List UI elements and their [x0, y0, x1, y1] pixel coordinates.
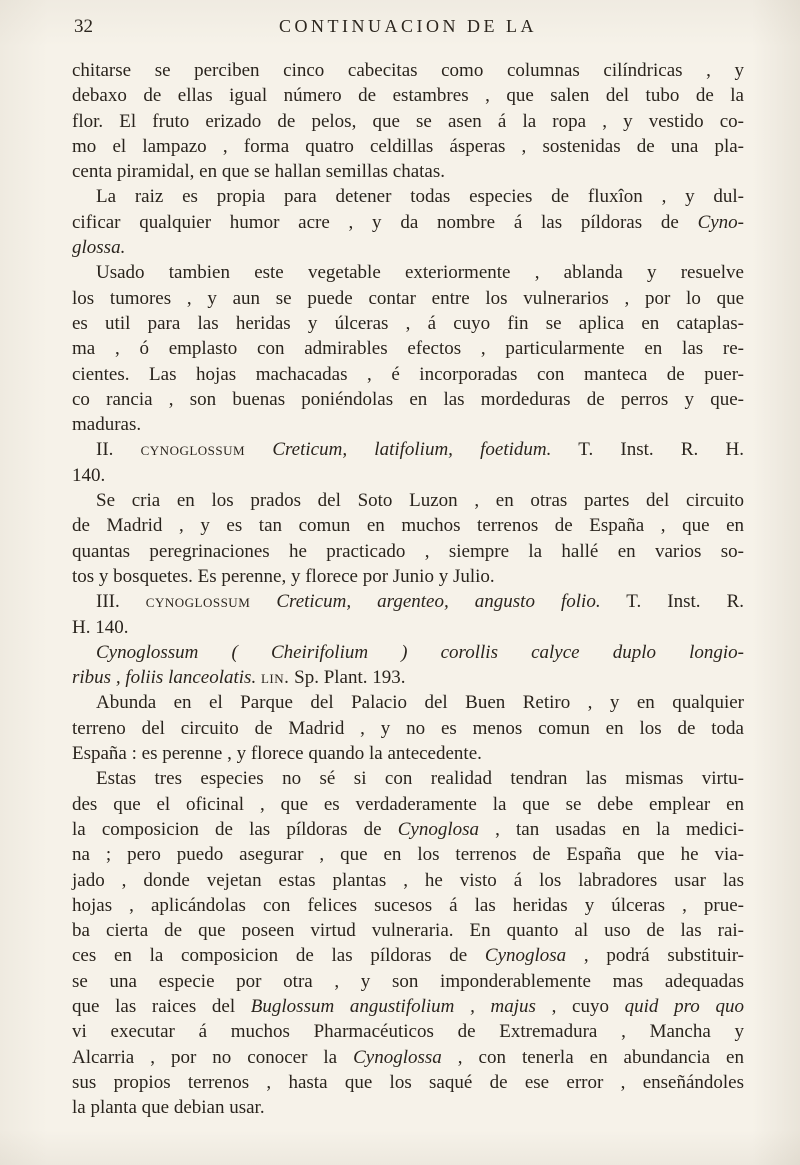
text-line	[72, 1045, 744, 1070]
body-text-segment: T. Inst. R.	[600, 591, 745, 613]
paragraph	[72, 488, 744, 589]
page-number: 32	[74, 16, 93, 37]
body-text-segment: II.	[96, 439, 141, 461]
body-text-segment: na ; pero puedo asegurar , que en los terrenos de España que he via-	[72, 844, 744, 866]
body-text-segment: centa piramidal, en que se hallan semillas chatas.	[72, 161, 445, 183]
body-text-segment: terreno del circuito de Madrid , y no es menos comun en los de toda	[72, 717, 744, 739]
text-line	[72, 994, 744, 1019]
body-text-segment: cientes. Las hojas machacadas , é incorporadas con manteca de puer-	[72, 363, 744, 385]
text-line	[72, 1019, 744, 1044]
paragraph	[72, 589, 744, 640]
body-text-segment: Abunda en el Parque del Palacio del Buen Retiro , y en qualquier	[96, 692, 744, 714]
paragraph	[72, 640, 744, 691]
text-line	[72, 792, 744, 817]
body-text-segment: jado , donde vejetan estas plantas , he visto á los labradores usar las	[72, 869, 744, 891]
italic-text: ribus , foliis lanceolatis.	[72, 667, 257, 689]
body-text-segment: sus propios terrenos , hasta que los saqué de ese error , enseñándoles	[72, 1071, 744, 1093]
body-text-segment: Alcarria , por no conocer la	[72, 1046, 354, 1068]
body-text-segment: mo el lampazo , forma quatro celdillas ásperas , sostenidas de una pla-	[72, 135, 744, 157]
paragraph	[72, 184, 744, 260]
body-text-segment: H. 140.	[72, 616, 129, 638]
body-text-segment: los tumores , y aun se puede contar entre los vulnerarios , por lo que	[72, 287, 744, 309]
paragraph	[72, 690, 744, 766]
body-text-segment: de Madrid , y es tan comun en muchos terrenos de España , que en	[72, 515, 744, 537]
body-text-segment: ces en la composicion de las píldoras de	[72, 945, 485, 967]
text-line	[72, 159, 744, 184]
body-text-segment: Se cria en los prados del Soto Luzon , en otras partes del circuito	[96, 490, 744, 512]
body-text-segment: La raiz es propia para detener todas especies de fluxîon , y dul-	[96, 186, 744, 208]
body-text-segment: quantas peregrinaciones he practicado , siempre la hallé en varios so-	[72, 540, 744, 562]
body-text-segment: , cuyo	[535, 995, 625, 1017]
body-text-segment: que las raices del	[72, 995, 251, 1017]
italic-text: Cynoglossum ( Cheirifolium ) corollis calyce duplo longio-	[96, 641, 744, 663]
body-text-segment: , tan usadas en la medici-	[479, 818, 745, 840]
body-text-segment: ba cierta de que poseen virtud vulneraria. En quanto al uso de las rai-	[72, 920, 744, 942]
text-line	[72, 766, 744, 791]
smallcaps-text: lin.	[260, 667, 290, 689]
text-line	[72, 83, 744, 108]
body-text-segment: debaxo de ellas igual número de estambres , que salen del tubo de la	[72, 85, 744, 107]
text-line	[72, 1095, 744, 1120]
paragraph	[72, 437, 744, 488]
body-text	[72, 58, 744, 1120]
italic-text: glossa.	[72, 237, 126, 259]
body-text-segment: maduras.	[72, 414, 142, 436]
running-head	[72, 16, 744, 42]
text-line	[72, 868, 744, 893]
body-text-segment: flor. El fruto erizado de pelos, que se asen á la ropa , y vestido co-	[72, 110, 744, 132]
body-text-segment: España : es perenne , y florece quando la antecedente.	[72, 743, 482, 765]
italic-text: Creticum, argenteo, angusto folio.	[276, 591, 601, 613]
italic-text: Buglossum angustifolium , majus	[250, 995, 536, 1017]
smallcaps-text: cynoglossum	[140, 439, 246, 461]
text-line	[72, 184, 744, 209]
italic-text: Cyno-	[697, 211, 744, 233]
text-line	[72, 463, 744, 488]
text-line	[72, 210, 744, 235]
text-line	[72, 286, 744, 311]
text-line	[72, 716, 744, 741]
italic-text: Creticum, latifolium, foetidum.	[272, 439, 552, 461]
paragraph	[72, 58, 744, 184]
body-text-segment: tos y bosquetes. Es perenne, y florece por Junio y Julio.	[72, 565, 495, 587]
body-text-segment: la composicion de las píldoras de	[72, 818, 398, 840]
italic-text: Cynoglossa	[353, 1046, 442, 1068]
body-text-segment: co rancia , son buenas poniéndolas en las mordeduras de perros y que-	[72, 388, 744, 410]
text-line	[72, 615, 744, 640]
text-line	[72, 260, 744, 285]
body-text-segment: chitarse se perciben cinco cabecitas como columnas cilíndricas , y	[72, 60, 744, 81]
text-line	[72, 58, 744, 83]
body-text-segment: 140.	[72, 464, 106, 486]
paragraph	[72, 260, 744, 437]
text-line	[72, 235, 744, 260]
text-line	[72, 918, 744, 943]
text-line	[72, 842, 744, 867]
italic-text: Cynoglosa	[397, 818, 479, 840]
body-text-segment: cificar qualquier humor acre , y da nombre á las píldoras de	[72, 211, 698, 233]
text-line	[72, 817, 744, 842]
body-text-segment: ma , ó emplasto con admirables efectos , particularmente en las re-	[72, 338, 744, 360]
body-text-segment: Estas tres especies no sé si con realidad tendran las mismas virtu-	[96, 768, 744, 790]
italic-text: Cynoglosa	[484, 945, 567, 967]
text-line	[72, 336, 744, 361]
body-text-segment: hojas , aplicándolas con felices sucesos á las heridas y úlceras , prue-	[72, 894, 744, 916]
text-line	[72, 665, 744, 690]
text-line	[72, 539, 744, 564]
page-header-title: CONTINUACION DE LA	[279, 16, 537, 36]
text-line	[72, 362, 744, 387]
text-line	[72, 1070, 744, 1095]
body-text-segment: Sp. Plant. 193.	[289, 667, 406, 689]
text-line	[72, 564, 744, 589]
text-line	[72, 513, 744, 538]
body-text-segment: T. Inst. R. H.	[551, 439, 744, 461]
smallcaps-text: cynoglossum	[145, 591, 251, 613]
text-line	[72, 893, 744, 918]
body-text-segment	[245, 439, 272, 460]
body-text-segment: , con tenerla en abundancia en	[441, 1046, 744, 1068]
text-line	[72, 589, 744, 614]
body-text-segment: Usado tambien este vegetable exteriormente , ablanda y resuelve	[96, 262, 744, 284]
body-text-segment: des que el oficinal , que es verdaderamente la que se debe emplear en	[72, 793, 744, 815]
text-line	[72, 134, 744, 159]
text-line	[72, 387, 744, 412]
body-text-segment: III.	[96, 591, 146, 613]
body-text-segment	[250, 591, 276, 612]
italic-text: quid pro quo	[624, 995, 744, 1017]
text-line	[72, 109, 744, 134]
body-text-segment: se una especie por otra , y son imponderablemente mas adequadas	[72, 970, 744, 992]
text-line	[72, 690, 744, 715]
body-text-segment: vi executar á muchos Pharmacéuticos de Extremadura , Mancha y	[72, 1021, 744, 1043]
text-line	[72, 412, 744, 437]
text-line	[72, 969, 744, 994]
text-line	[72, 437, 744, 462]
text-line	[72, 640, 744, 665]
text-line	[72, 488, 744, 513]
text-line	[72, 311, 744, 336]
text-line	[72, 943, 744, 968]
paragraph	[72, 766, 744, 1120]
body-text-segment: la planta que debian usar.	[72, 1097, 265, 1119]
text-line	[72, 741, 744, 766]
body-text-segment: es util para las heridas y úlceras , á cuyo fin se aplica en cataplas-	[72, 312, 744, 334]
body-text-segment: , podrá substituir-	[566, 945, 744, 967]
